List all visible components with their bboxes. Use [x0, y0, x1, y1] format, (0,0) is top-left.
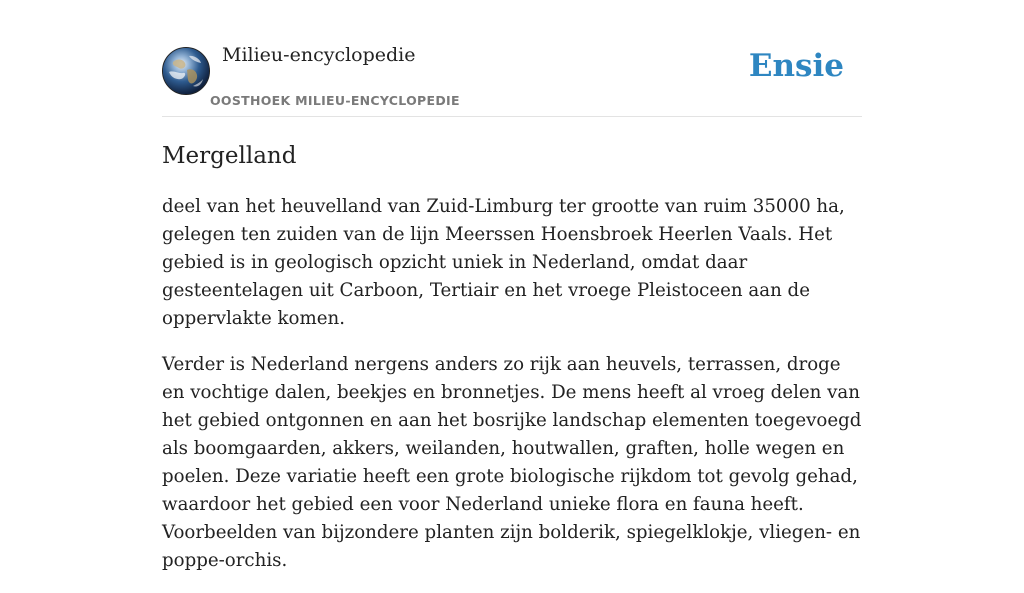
ensie-logo-link[interactable]: Ensie	[748, 48, 844, 84]
site-header	[162, 0, 862, 117]
article-paragraph: Verder is Nederland nergens anders zo rijk aan heuvels, terrassen, droge en vochtige dalen, beekjes en bronnetjes. De mens heeft al vroeg delen van het gebied ontgonnen en aan het bosrijke landschap elementen toegevoegd als boomgaarden, akkers, weilanden, houtwallen, graften, holle wegen en poelen. Deze variatie heeft een grote biologische rijkdom tot gevolg gehad, waardoor het gebied een voor Nederland unieke flora en fauna heeft. Voorbeelden van bijzondere planten zijn bolderik, spiegelklokje, vliegen- en poppe-orchis.	[162, 354, 862, 571]
site-name[interactable]: Milieu-encyclopedie	[222, 44, 416, 66]
site-subtitle[interactable]: OOSTHOEK MILIEU-ENCYCLOPEDIE	[210, 93, 460, 108]
main-container	[162, 0, 862, 593]
article-title: Mergelland	[162, 143, 297, 169]
article-body	[162, 193, 862, 575]
article-paragraph: deel van het heuvelland van Zuid-Limburg ter grootte van ruim 35000 ha, gelegen ten zuiden van de lijn Meerssen Hoensbroek Heerlen Vaals. Het gebied is in geologisch opzicht uniek in Nederland, omdat daar gesteentelagen uit Carboon, Tertiair en het vroege Pleistoceen aan de oppervlakte komen.	[162, 196, 845, 329]
earth-globe-icon[interactable]	[162, 47, 210, 95]
